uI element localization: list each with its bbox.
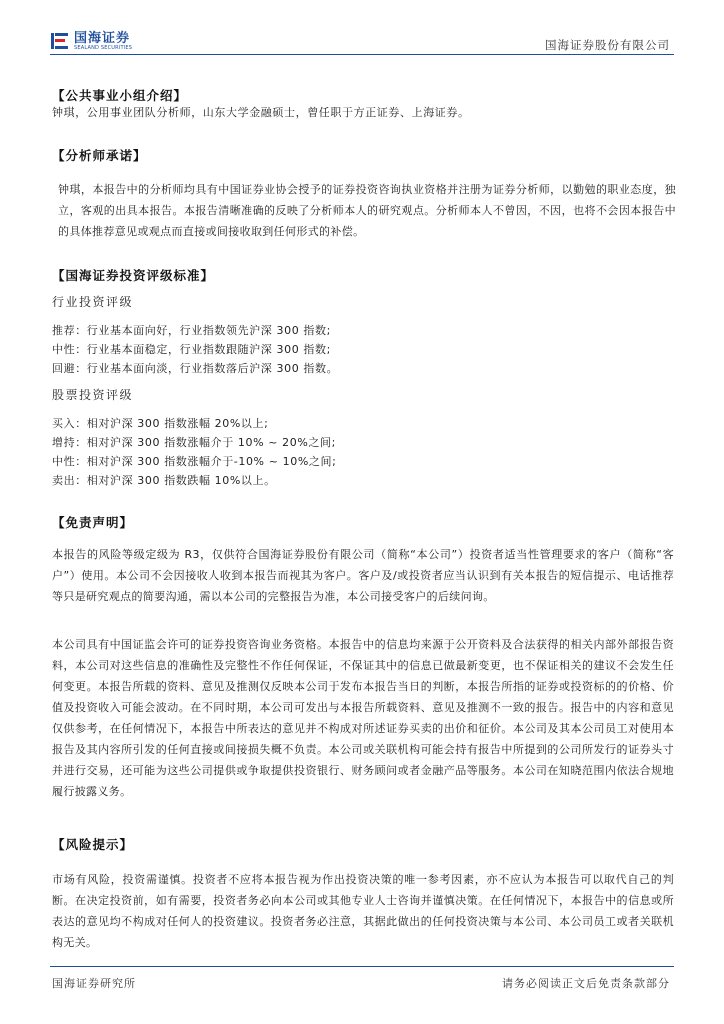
- logo-mark-icon: [50, 31, 70, 51]
- disclaimer-paragraph-1: 本报告的风险等级定级为 R3，仅供符合国海证券股份有限公司（简称“本公司”）投资者适当性管理要求的客户（简称“客户”）使用。本公司不会因接收人收到本报告而视其为客户。客户及/或投资者应当认识到有关本报告的短信提示、电话推荐等只是研究观点的简要沟通，需以本公司的完整报告为准，本公司接受客户的后续问询。: [52, 548, 674, 603]
- header-divider: [50, 54, 674, 55]
- footer-notice: 请务必阅读正文后免责条款部分: [502, 977, 670, 990]
- team-intro-text: 钟琪，公用事业团队分析师，山东大学金融硕士，曾任职于方正证券、上海证券。: [52, 106, 470, 119]
- stock-rating-item: 卖出：相对沪深 300 指数跌幅 10%以上。: [52, 474, 276, 487]
- section-title-rating: 【国海证券投资评级标准】: [52, 268, 215, 283]
- industry-rating-label: 行业投资评级: [52, 295, 134, 309]
- company-logo: [50, 30, 132, 52]
- commitment-text: 钟琪，本报告中的分析师均具有中国证券业协会授予的证券投资咨询执业资格并注册为证券分析师，以勤勉的职业态度，独立，客观的出具本报告。本报告清晰准确的反映了分析师本人的研究观点。分析师本人不曾因，不因，也将不会因本报告中的具体推荐意见或观点而直接或间接收取到任何形式的补偿。: [58, 183, 676, 238]
- risk-text: 市场有风险，投资需谨慎。投资者不应将本报告视为作出投资决策的唯一参考因素，亦不应认为本报告可以取代自己的判断。在决定投资前，如有需要，投资者务必向本公司或其他专业人士咨询并谨慎决策。在任何情况下，本报告中的信息或所表达的意见均不构成对任何人的投资建议。投资者务必注意，其据此做出的任何投资决策与本公司、本公司员工或者关联机构无关。: [52, 873, 674, 949]
- disclaimer-paragraph-2: 本公司具有中国证监会许可的证券投资咨询业务资格。本报告中的信息均来源于公开资料及合法获得的相关内部外部报告资料，本公司对这些信息的准确性及完整性不作任何保证，不保证其中的信息已做最新变更，也不保证相关的建议不会发生任何变更。本报告所载的资料、意见及推测仅反映本公司于发布本报告当日的判断，本报告所指的证券或投资标的的价格、价值及投资收入可能会波动。在不同时期，本公司可发出与本报告所载资料、意见及推测不一致的报告。报告中的内容和意见仅供参考，在任何情况下，本报告中所表达的意见并不构成对所述证券买卖的出价和征价。本公司及其本公司员工对使用本报告及其内容所引发的任何直接或间接损失概不负责。本公司或关联机构可能会持有报告中所提到的公司所发行的证券头寸并进行交易，还可能为这些公司提供或争取提供投资银行、财务顾问或者金融产品等服务。本公司在知晓范围内依法合规地履行披露义务。: [52, 638, 674, 798]
- industry-rating-item: 中性：行业基本面稳定，行业指数跟随沪深 300 指数;: [52, 343, 331, 356]
- section-title-disclaimer: 【免责声明】: [52, 515, 134, 530]
- logo-name-en: SEALAND SECURITIES: [74, 44, 133, 51]
- section-title-commitment: 【分析师承诺】: [52, 148, 147, 163]
- stock-rating-item: 买入：相对沪深 300 指数涨幅 20%以上;: [52, 417, 269, 430]
- industry-rating-item: 回避：行业基本面向淡，行业指数落后沪深 300 指数。: [52, 362, 339, 375]
- stock-rating-item: 增持：相对沪深 300 指数涨幅介于 10% ~ 20%之间;: [52, 436, 336, 449]
- section-title-team-intro: 【公共事业小组介绍】: [52, 88, 188, 103]
- footer-institute: 国海证券研究所: [52, 977, 136, 990]
- footer-divider: [50, 966, 674, 967]
- stock-rating-label: 股票投资评级: [52, 388, 134, 402]
- page-header: [0, 0, 724, 58]
- logo-name-cn: 国海证券: [74, 30, 131, 46]
- stock-rating-item: 中性：相对沪深 300 指数涨幅介于-10% ~ 10%之间;: [52, 455, 337, 468]
- header-company-name: 国海证券股份有限公司: [545, 38, 670, 52]
- section-title-risk: 【风险提示】: [52, 837, 134, 852]
- industry-rating-item: 推荐：行业基本面向好，行业指数领先沪深 300 指数;: [52, 324, 331, 337]
